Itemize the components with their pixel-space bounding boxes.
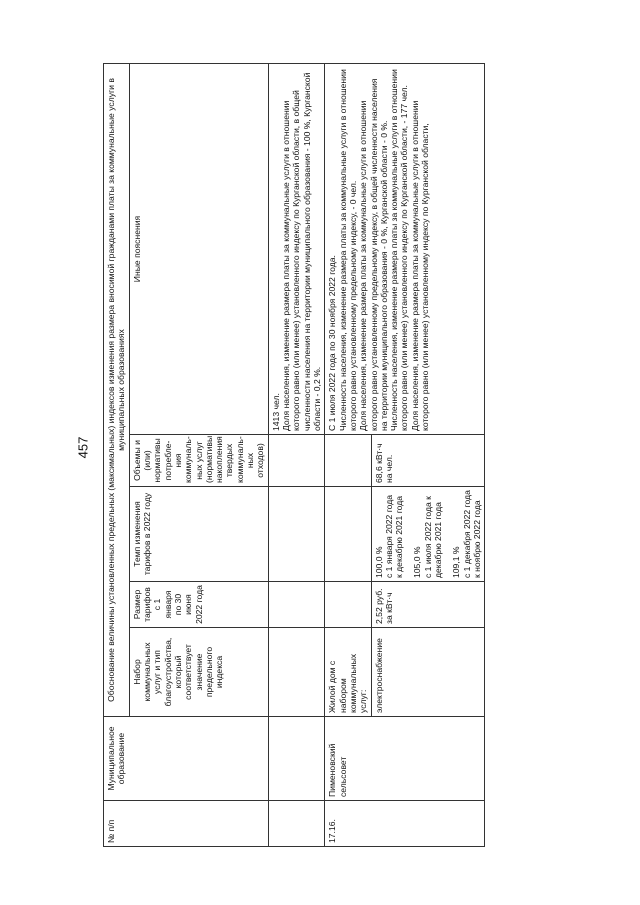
cell-empty xyxy=(268,801,325,847)
cell-num: 17.16. xyxy=(325,801,485,847)
rate-item: 109,1 % с 1 декабря 2022 года к ноябрю 2022 года xyxy=(451,490,482,578)
indices-table xyxy=(103,63,485,847)
header-municipality: Муниципальное образование xyxy=(104,717,269,801)
cell-empty xyxy=(325,582,371,628)
cell-empty xyxy=(325,435,371,487)
header-tariff-size: Размер тарифов с 1 января по 30 июня 2022 года xyxy=(129,582,268,628)
rotated-table-container xyxy=(103,63,608,847)
header-num: № п/п xyxy=(104,801,269,847)
cell-municipality: Пименовский сельсовет xyxy=(325,717,485,801)
rate-item: 105,0 % с 1 июля 2022 года к декабрю 2021 года xyxy=(412,496,444,578)
cell-volumes: 68,6 кВт·ч на чел. xyxy=(371,435,485,487)
cell-other-prev: 1413 чел. Доля населения, изменение размера платы за коммунальные услуги в отношении которого равно (или менее) установленного индексу по Курганской области, в общей численности населения на территории муниципального образования - 100 %, Курганской области - 0,2 %. xyxy=(268,64,325,435)
header-row-1 xyxy=(104,64,130,847)
page-number: 457 xyxy=(75,436,91,459)
cell-empty xyxy=(268,717,325,801)
header-tariff-rate: Темп изменения тарифов в 2022 году xyxy=(129,487,268,582)
header-justification: Обоснование величины установленных предельных (максимальных) индексов изменения размера вносимой гражданами платы за коммунальные услуги в муниципальных образованиях xyxy=(104,64,130,717)
cell-service-set: Жилой дом с набором коммунальных услуг: xyxy=(325,628,371,717)
cell-tariff-size: 2,52 руб. за кВт·ч xyxy=(371,582,485,628)
cell-sub-service: электроснабжение xyxy=(371,628,485,717)
header-other: Иные пояснения xyxy=(129,64,268,435)
cell-empty xyxy=(325,487,371,582)
cell-empty xyxy=(268,487,325,582)
header-service-set: Набор коммунальных услуг и тип благоустройства, который соответствует значение предельного индекса xyxy=(129,628,268,717)
cell-other: С 1 июля 2022 года по 30 ноября 2022 года. Численность населения, изменение размера платы за коммунальные услуги в отношении которого равно установленному предельному индексу, - 0 чел. Доля населения, изменение размера платы за коммунальные услуги в отношении которого равно установленному предельному индексу, в общей численности населения на территории муниципального образования - 0 %, Курганской области - 0 %. Численность населения, изменение размера платы за коммунальные услуги в отношении которого равно (или менее) установленного индексу по Курганской области, - 177 чел. Доля населения, изменение размера платы за коммунальные услуги в отношении которого равно (или менее) установленному индексу по Курганской области, xyxy=(325,64,485,435)
cell-empty xyxy=(268,582,325,628)
header-volumes: Объемы и (или) нормативы потребле-ния коммуналь-ных услуг (нормативы накопления твердых коммуналь-ных отходов) xyxy=(129,435,268,487)
rate-item: 100,0 % с 1 января 2022 года к декабрю 2021 года xyxy=(373,494,405,578)
table-row-previous xyxy=(268,64,325,847)
cell-empty xyxy=(268,628,325,717)
table-row-17-16-a xyxy=(325,64,371,847)
cell-empty xyxy=(268,435,325,487)
cell-tariff-rate xyxy=(371,487,485,582)
